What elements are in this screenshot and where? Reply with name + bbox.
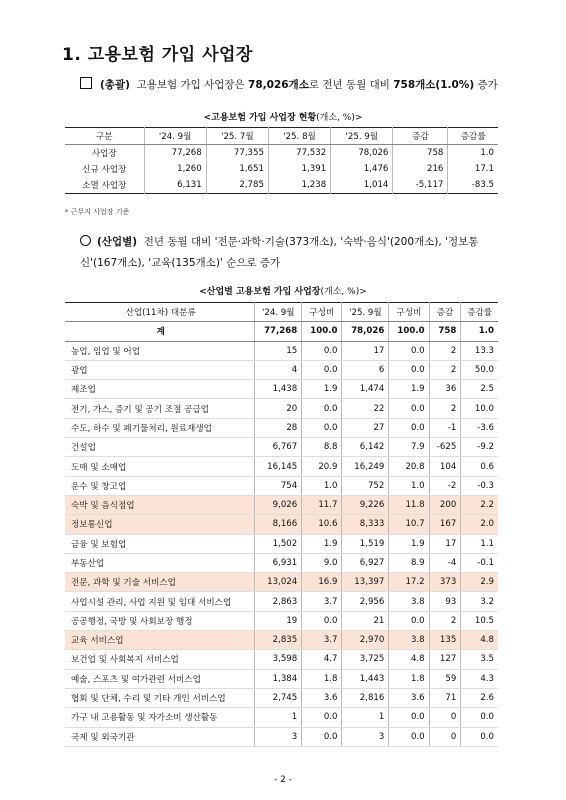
table2-row [65, 553, 498, 572]
table1-row-label: 사업장 [65, 145, 144, 162]
table2-row [65, 611, 498, 630]
table1-cell: 2,785 [206, 177, 268, 194]
table2-cell: 0.0 [302, 611, 342, 630]
table2-cell: 6,142 [342, 438, 389, 457]
table2-cell: 1.0 [302, 476, 342, 495]
table2-cell: -1 [429, 418, 461, 437]
table2-cell: 2.0 [461, 515, 498, 534]
table2-row-label: 교육 서비스업 [65, 631, 255, 650]
table2-cell: 13,397 [342, 573, 389, 592]
table2-cell: 0.0 [389, 341, 429, 360]
table2-cell: 373 [429, 573, 461, 592]
table2-row-label: 정보통신업 [65, 515, 255, 534]
table1-header-cell: '25. 7월 [206, 128, 268, 145]
table1-cell: 1,476 [331, 161, 393, 177]
table2-row-label: 수도, 하수 및 폐기물처리, 원료재생업 [65, 418, 255, 437]
table2-row-label: 도매 및 소매업 [65, 457, 255, 476]
table2-cell: 8.9 [389, 553, 429, 572]
table1-cell: 1,391 [268, 161, 330, 177]
table2-total-row [65, 322, 498, 341]
table2-cell: 0.0 [389, 708, 429, 727]
table2-cell: 15 [255, 341, 302, 360]
table2-cell: 0.0 [389, 611, 429, 630]
table2-cell: 1.8 [389, 669, 429, 688]
table2-cell: 3 [255, 727, 302, 746]
table1-cell: -83.5 [448, 177, 498, 194]
table2-cell: 10.6 [302, 515, 342, 534]
industry-summary [80, 232, 500, 274]
table2-cell: 1 [255, 708, 302, 727]
industry-text: 전년 동월 대비 '전문·과학·기술(373개소), '숙박·음식'(200개소), '정보통신'(167개소), '교육(135개소)' 순으로 증가 [80, 236, 479, 269]
table2-cell: 2,816 [342, 688, 389, 707]
table2-cell: -3.6 [461, 418, 498, 437]
table2-cell: 758 [429, 322, 461, 341]
table2-header-cell: 산업(11차) 대분류 [65, 303, 255, 322]
table1-note: * 근무지 사업장 기준 [65, 208, 130, 216]
table2-cell: 0 [429, 727, 461, 746]
table1-cell: 1,260 [144, 161, 206, 177]
workplace-status-table [65, 127, 498, 194]
table2-row-label: 숙박 및 음식점업 [65, 495, 255, 514]
table2-cell: 59 [429, 669, 461, 688]
table2-cell: 104 [429, 457, 461, 476]
summary-text-mid: 로 전년 동월 대비 [308, 79, 390, 91]
table2-cell: 11.7 [302, 495, 342, 514]
table1-cell: 77,532 [268, 145, 330, 162]
table2-row-label: 건설업 [65, 438, 255, 457]
table2-cell: 3.7 [302, 592, 342, 611]
table1-header-cell: '24. 9월 [144, 128, 206, 145]
table2-cell: 0.0 [302, 360, 342, 379]
table2-cell: 3.6 [302, 688, 342, 707]
table1-header-row [65, 128, 498, 145]
summary-text-end: 증가 [477, 79, 498, 91]
table2-row-label: 금융 및 보험업 [65, 534, 255, 553]
table1-header-cell: 증감 [393, 128, 448, 145]
table2-cell: 93 [429, 592, 461, 611]
table2-row-label: 계 [65, 322, 255, 341]
table2-row-label: 예술, 스포츠 및 여가관련 서비스업 [65, 669, 255, 688]
table1-cell: 78,026 [331, 145, 393, 162]
table2-cell: 3.8 [389, 631, 429, 650]
table2-row-label: 국제 및 외국기관 [65, 727, 255, 746]
table2-cell: 2 [429, 611, 461, 630]
table2-cell: 0.0 [389, 399, 429, 418]
table2-cell: 2 [429, 399, 461, 418]
table2-cell: 50.0 [461, 360, 498, 379]
table2-row-label: 부동산업 [65, 553, 255, 572]
table2-row-label: 광업 [65, 360, 255, 379]
table1-cell: 1.0 [448, 145, 498, 162]
table2-row [65, 438, 498, 457]
table2-cell: 36 [429, 380, 461, 399]
table2-cell: 6,927 [342, 553, 389, 572]
table1-caption-title: <고용보험 가입 사업장 현황 [203, 113, 317, 123]
table2-cell: 0.0 [389, 360, 429, 379]
table2-caption-title: <산업별 고용보험 가입 사업장 [199, 287, 321, 297]
table2-header-row [65, 303, 498, 322]
table2-row [65, 399, 498, 418]
table1-cell: 77,268 [144, 145, 206, 162]
table2-cell: 100.0 [302, 322, 342, 341]
table2-cell: 17 [342, 341, 389, 360]
table2-cell: 6,931 [255, 553, 302, 572]
table1-cell: 1,238 [268, 177, 330, 194]
table2-cell: 3.7 [302, 631, 342, 650]
table2-cell: 0.0 [302, 341, 342, 360]
table2-cell: 28 [255, 418, 302, 437]
table2-cell: 6,767 [255, 438, 302, 457]
table2-cell: 0.0 [461, 708, 498, 727]
table2-header-cell: 증감 [429, 303, 461, 322]
table2-cell: 7.9 [389, 438, 429, 457]
table2-cell: 19 [255, 611, 302, 630]
table2-cell: 27 [342, 418, 389, 437]
table1-row-label: 신규 사업장 [65, 161, 144, 177]
table2-row-label: 전문, 과학 및 기술 서비스업 [65, 573, 255, 592]
table2-cell: -9.2 [461, 438, 498, 457]
table2-row [65, 341, 498, 360]
table2-cell: 77,268 [255, 322, 302, 341]
table2-cell: 1.0 [461, 322, 498, 341]
table2-cell: 3.6 [389, 688, 429, 707]
table2-row-label: 보건업 및 사회복지 서비스업 [65, 650, 255, 669]
table2-header-cell: '25. 9월 [342, 303, 389, 322]
table2-cell: 0.0 [302, 727, 342, 746]
table2-cell: 100.0 [389, 322, 429, 341]
table2-row [65, 534, 498, 553]
table2-cell: 10.7 [389, 515, 429, 534]
industry-label: (산업별) [97, 236, 138, 248]
table2-cell: 11.8 [389, 495, 429, 514]
table1-cell: 1,651 [206, 161, 268, 177]
table2-cell: 20.9 [302, 457, 342, 476]
table2-cell: -4 [429, 553, 461, 572]
table2-cell: 10.0 [461, 399, 498, 418]
summary-label: (총괄) [100, 79, 130, 91]
table2-header-cell: '24. 9월 [255, 303, 302, 322]
table2-row [65, 418, 498, 437]
table2-cell: 3,598 [255, 650, 302, 669]
table2-row [65, 592, 498, 611]
table2-cell: 1.8 [302, 669, 342, 688]
table2-cell: 21 [342, 611, 389, 630]
table2-cell: 1.9 [302, 534, 342, 553]
table2-row [65, 573, 498, 592]
table2-cell: 200 [429, 495, 461, 514]
table2-row-label: 협회 및 단체, 수리 및 기타 개인 서비스업 [65, 688, 255, 707]
table2-cell: 4.8 [389, 650, 429, 669]
table2-cell: 16,145 [255, 457, 302, 476]
table2-cell: 2 [429, 360, 461, 379]
table2-cell: 9,226 [342, 495, 389, 514]
table2-cell: 0.0 [389, 418, 429, 437]
table1-cell: 758 [393, 145, 448, 162]
table2-cell: 0.0 [302, 708, 342, 727]
checkbox-square-icon [80, 77, 92, 89]
table2-cell: 8,333 [342, 515, 389, 534]
table2-row [65, 708, 498, 727]
table2-cell: 1.9 [302, 380, 342, 399]
section-title: 1. 고용보험 가입 사업장 [62, 45, 253, 65]
table2-cell: 8,166 [255, 515, 302, 534]
table2-cell: -2 [429, 476, 461, 495]
table2-cell: 2,745 [255, 688, 302, 707]
table2-cell: 1,443 [342, 669, 389, 688]
table2-cell: 754 [255, 476, 302, 495]
table1-row [65, 145, 498, 162]
table2-header-cell: 증감률 [461, 303, 498, 322]
table1-header-cell: '25. 9월 [331, 128, 393, 145]
table1-cell: 6,131 [144, 177, 206, 194]
summary-line [80, 77, 498, 92]
table2-cell: 4.7 [302, 650, 342, 669]
table2-row [65, 669, 498, 688]
table2-cell: 3.5 [461, 650, 498, 669]
table1-row [65, 177, 498, 194]
table2-cell: 2.2 [461, 495, 498, 514]
table2-row-label: 운수 및 창고업 [65, 476, 255, 495]
table2-cell: 1.9 [389, 380, 429, 399]
table2-cell: 3.8 [389, 592, 429, 611]
table2-row [65, 727, 498, 746]
table1-cell: 77,355 [206, 145, 268, 162]
table2-cell: 13.3 [461, 341, 498, 360]
table2-cell: 2,835 [255, 631, 302, 650]
page-number: - 2 - [274, 775, 292, 785]
table2-row-label: 농업, 임업 및 어업 [65, 341, 255, 360]
table2-caption-unit: (개소, %)> [320, 287, 367, 297]
table2-cell: 16.9 [302, 573, 342, 592]
table2-cell: 78,026 [342, 322, 389, 341]
table1-header-cell: 증감률 [448, 128, 498, 145]
table2-header-cell: 구성비 [389, 303, 429, 322]
table2-row [65, 476, 498, 495]
table2-cell: 135 [429, 631, 461, 650]
table2-cell: 1,474 [342, 380, 389, 399]
table2-cell: 71 [429, 688, 461, 707]
table2-cell: 1,519 [342, 534, 389, 553]
table2-cell: 2 [429, 341, 461, 360]
table2-cell: 2,863 [255, 592, 302, 611]
table2-header-cell: 구성비 [302, 303, 342, 322]
table1-cell: 17.1 [448, 161, 498, 177]
table2-cell: 0.0 [302, 418, 342, 437]
table2-cell: 1,502 [255, 534, 302, 553]
table2-cell: 16,249 [342, 457, 389, 476]
table2-cell: 0.0 [461, 727, 498, 746]
table2-cell: 752 [342, 476, 389, 495]
table1-cell: -5,117 [393, 177, 448, 194]
table2-cell: 3.2 [461, 592, 498, 611]
summary-text-before: 고용보험 가입 사업장은 [136, 79, 245, 91]
table2-cell: 9.0 [302, 553, 342, 572]
table2-cell: 4 [255, 360, 302, 379]
table2-cell: 17 [429, 534, 461, 553]
table2-cell: 10.5 [461, 611, 498, 630]
table2-cell: 0.0 [389, 727, 429, 746]
table2-cell: 0.6 [461, 457, 498, 476]
table2-caption [0, 284, 566, 297]
table1-row [65, 161, 498, 177]
table2-cell: 1.0 [389, 476, 429, 495]
table2-row [65, 380, 498, 399]
table2-row-label: 공공행정, 국방 및 사회보장 행정 [65, 611, 255, 630]
table2-cell: -625 [429, 438, 461, 457]
table2-cell: 167 [429, 515, 461, 534]
table2-cell: -0.3 [461, 476, 498, 495]
table2-cell: 127 [429, 650, 461, 669]
table2-cell: 17.2 [389, 573, 429, 592]
table2-cell: 6 [342, 360, 389, 379]
table2-cell: 4.8 [461, 631, 498, 650]
table2-cell: 0 [429, 708, 461, 727]
table2-cell: 22 [342, 399, 389, 418]
table2-row-label: 제조업 [65, 380, 255, 399]
table2-cell: 4.3 [461, 669, 498, 688]
table1-row-label: 소멸 사업장 [65, 177, 144, 194]
table2-cell: 2.9 [461, 573, 498, 592]
table2-cell: 1,384 [255, 669, 302, 688]
table2-cell: 13,024 [255, 573, 302, 592]
table2-row-label: 사업시설 관리, 사업 지원 및 임대 서비스업 [65, 592, 255, 611]
table1-cell: 216 [393, 161, 448, 177]
table2-cell: 1,438 [255, 380, 302, 399]
table1-caption [0, 110, 566, 123]
table2-cell: 1.9 [389, 534, 429, 553]
table2-row [65, 360, 498, 379]
table2-cell: 2.6 [461, 688, 498, 707]
table2-cell: 3 [342, 727, 389, 746]
table2-cell: 1.1 [461, 534, 498, 553]
table1-header-cell: '25. 8월 [268, 128, 330, 145]
table2-cell: 2.5 [461, 380, 498, 399]
table2-row [65, 515, 498, 534]
table2-row-label: 가구 내 고용활동 및 자가소비 생산활동 [65, 708, 255, 727]
industry-workplace-table [65, 302, 498, 747]
table2-cell: 0.0 [302, 399, 342, 418]
table2-cell: 3,725 [342, 650, 389, 669]
table1-header-cell: 구분 [65, 128, 144, 145]
table2-cell: 20.8 [389, 457, 429, 476]
table2-cell: 2,956 [342, 592, 389, 611]
table2-cell: 1 [342, 708, 389, 727]
table2-cell: 2,970 [342, 631, 389, 650]
table2-cell: 8.8 [302, 438, 342, 457]
table1-caption-unit: (개소, %)> [316, 113, 363, 123]
table2-row [65, 650, 498, 669]
table2-cell: -0.1 [461, 553, 498, 572]
table2-row [65, 457, 498, 476]
table2-row [65, 631, 498, 650]
table2-row-label: 전기, 가스, 증기 및 공기 조절 공급업 [65, 399, 255, 418]
table1-cell: 1,014 [331, 177, 393, 194]
table2-cell: 20 [255, 399, 302, 418]
summary-count: 78,026개소 [248, 79, 309, 91]
table2-row [65, 495, 498, 514]
table2-row [65, 688, 498, 707]
summary-change: 758개소(1.0%) [393, 79, 475, 91]
circle-bullet-icon [80, 235, 91, 246]
table2-cell: 9,026 [255, 495, 302, 514]
